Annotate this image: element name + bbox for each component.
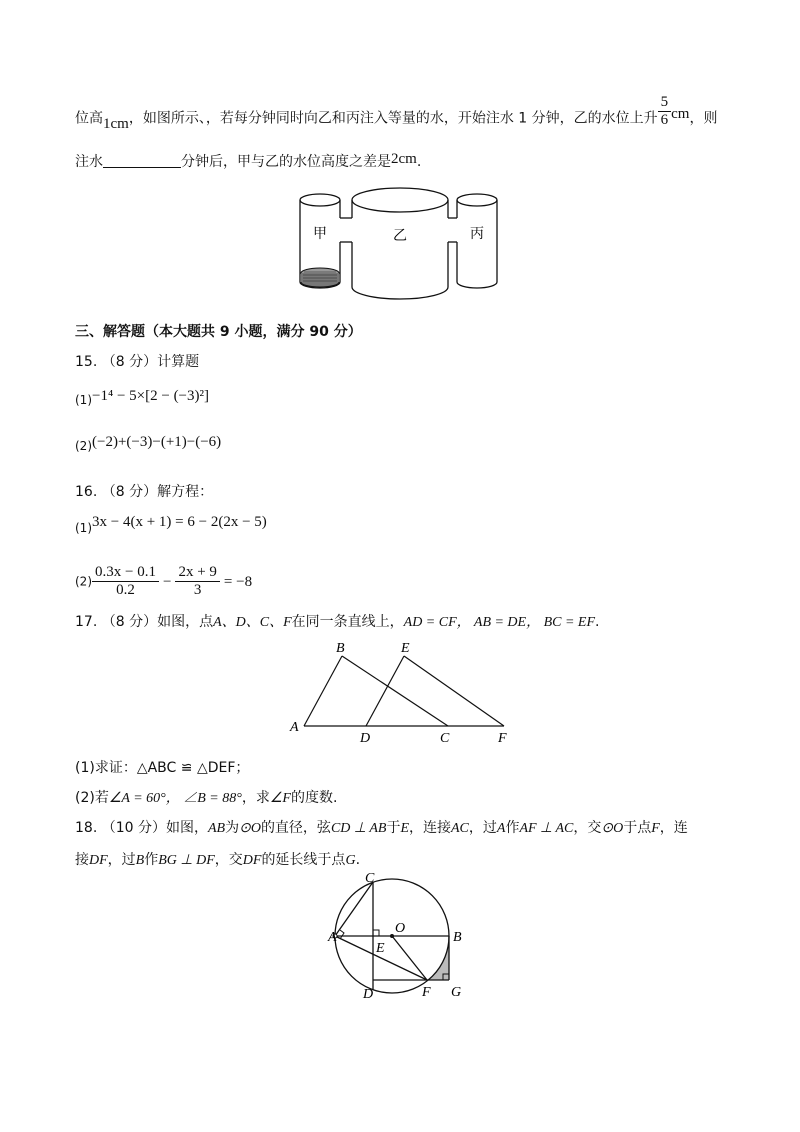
- q18-text: ，交: [573, 820, 602, 836]
- q18-math: F: [651, 821, 660, 836]
- q17-conditions: AD = CF， AB = DE， BC = EF: [403, 615, 596, 630]
- q18-text: .: [355, 852, 361, 868]
- q16-rhs: = −8: [223, 573, 253, 590]
- q17-part-1: (1)求证：△ABC ≌ △DEF；: [75, 760, 250, 776]
- label-yi: 乙: [393, 228, 407, 244]
- q17-text: 17. （8 分）如图，点: [75, 614, 214, 630]
- q17-text: 在同一条直线上，: [291, 614, 404, 630]
- point-label-b: B: [453, 930, 462, 945]
- frac-num: 2x + 9: [175, 564, 219, 582]
- q14-frac-num: 5: [658, 94, 672, 112]
- q17-text: .: [595, 614, 600, 630]
- q15-expr-1: −1⁴ − 5×[2 − (−3)²]: [92, 388, 210, 404]
- part-label: (2): [75, 574, 92, 589]
- q14-unit: cm: [671, 105, 690, 122]
- q18-text: 接: [75, 852, 89, 868]
- point-label-a: A: [328, 930, 337, 945]
- q18-math: DF: [242, 853, 262, 868]
- point-label-f: F: [498, 731, 507, 746]
- q14-line-1: [75, 94, 718, 132]
- point-label-f: F: [422, 985, 431, 1000]
- q18-text: 于: [386, 820, 401, 836]
- q18-line-1: [75, 818, 688, 839]
- q14-text: ，如图所示、，若每分钟同时向乙和丙注入等量的水，开始注水 1 分钟，乙的水位上升: [128, 110, 658, 127]
- q18-math: AB: [207, 821, 226, 836]
- q14-text: ，则: [689, 110, 718, 127]
- q18-text: 作: [144, 852, 159, 868]
- frac-den: 3: [193, 582, 202, 598]
- q18-text: 18. （10 分）如图，: [75, 820, 208, 836]
- q17-text: 的度数.: [290, 790, 338, 806]
- q18-text: 的直径，弦: [260, 820, 331, 836]
- q15-expr-2: (−2)+(−3)−(+1)−(−6): [92, 434, 222, 450]
- q17-angle-f: ∠F: [269, 791, 291, 806]
- point-label-e: E: [376, 941, 385, 956]
- q15-part-1: [75, 386, 209, 406]
- q15-part-2: [75, 432, 221, 452]
- q18-math: G: [345, 853, 356, 868]
- q17-part-2: [75, 788, 337, 809]
- q18-text: 的延长线于点: [261, 852, 346, 868]
- q16-expr-1: 3x − 4(x + 1) = 6 − 2(2x − 5): [92, 514, 267, 530]
- q18-math: CD ⊥ AB: [330, 821, 387, 836]
- q14-text: 注水: [75, 154, 103, 170]
- shaded-region: [427, 936, 449, 980]
- q18-math: AF ⊥ AC: [519, 821, 574, 836]
- q18-math: A: [496, 821, 506, 836]
- q14-line-2: [75, 152, 421, 172]
- q18-line-2: [75, 850, 360, 871]
- point-label-d: D: [360, 731, 371, 746]
- part-label: (1): [75, 393, 92, 407]
- minus-sign: −: [162, 573, 172, 590]
- part-label: (2): [75, 439, 92, 453]
- q18-math: BG ⊥ DF: [158, 853, 215, 868]
- q18-text: 作: [505, 820, 520, 836]
- point-label-g: G: [451, 985, 462, 1000]
- q16-fraction-1: [92, 564, 159, 599]
- q18-text: 于点: [623, 820, 652, 836]
- q16-header: 16. （8 分）解方程：: [75, 484, 214, 500]
- q14-unit: 1cm: [103, 115, 129, 132]
- q17-text: (2)若: [75, 790, 109, 806]
- point-label-e: E: [401, 641, 410, 656]
- answer-blank[interactable]: [103, 153, 181, 168]
- q18-text: ，过: [468, 820, 497, 836]
- q18-math: ⊙O: [601, 821, 624, 836]
- q14-containers-figure: [290, 182, 510, 304]
- q18-circle-figure: [330, 872, 480, 1007]
- q18-math: AC: [451, 821, 469, 836]
- q17-text: ，求: [241, 790, 270, 806]
- q14-text: 分钟后，甲与乙的水位高度之差是: [181, 154, 391, 170]
- q17-triangles-figure: [280, 636, 520, 748]
- q18-math: B: [135, 853, 145, 868]
- q16-part-2: [75, 564, 252, 599]
- q15-header: 15. （8 分）计算题: [75, 354, 200, 370]
- q18-math: DF: [89, 853, 108, 868]
- point-label-b: B: [336, 641, 345, 656]
- q18-text: ，连: [659, 820, 688, 836]
- point-label-o: O: [395, 921, 406, 936]
- label-bing: 丙: [470, 226, 484, 242]
- section-heading: 三、解答题（本大题共 9 小题，满分 90 分）: [75, 324, 362, 340]
- part-label: (1): [75, 521, 92, 535]
- point-label-a: A: [290, 720, 299, 735]
- q18-text: ，过: [107, 852, 136, 868]
- water-level-jia: [301, 268, 339, 287]
- q18-text: 为: [225, 820, 240, 836]
- q14-text: 位高: [75, 110, 103, 127]
- frac-num: 0.3x − 0.1: [92, 564, 159, 582]
- q17-points: A、D、C、F: [213, 615, 292, 630]
- q14-unit: 2cm: [391, 151, 417, 167]
- label-jia: 甲: [313, 226, 327, 242]
- q17-header: [75, 612, 600, 633]
- q14-fraction: [658, 94, 672, 129]
- q14-text: .: [416, 154, 422, 170]
- point-label-c: C: [440, 731, 450, 746]
- q18-text: ，连接: [409, 820, 451, 836]
- q16-fraction-2: [175, 564, 219, 599]
- q18-text: ，交: [214, 852, 243, 868]
- point-label-d: D: [363, 987, 374, 1002]
- point-label-c: C: [365, 871, 375, 886]
- q18-math: E: [400, 821, 409, 836]
- q16-part-1: [75, 512, 267, 535]
- q18-math: ⊙O: [239, 821, 261, 836]
- q17-angles: ∠A = 60°， ∠B = 88°: [108, 791, 242, 806]
- q14-frac-den: 6: [660, 112, 669, 128]
- frac-den: 0.2: [116, 582, 135, 598]
